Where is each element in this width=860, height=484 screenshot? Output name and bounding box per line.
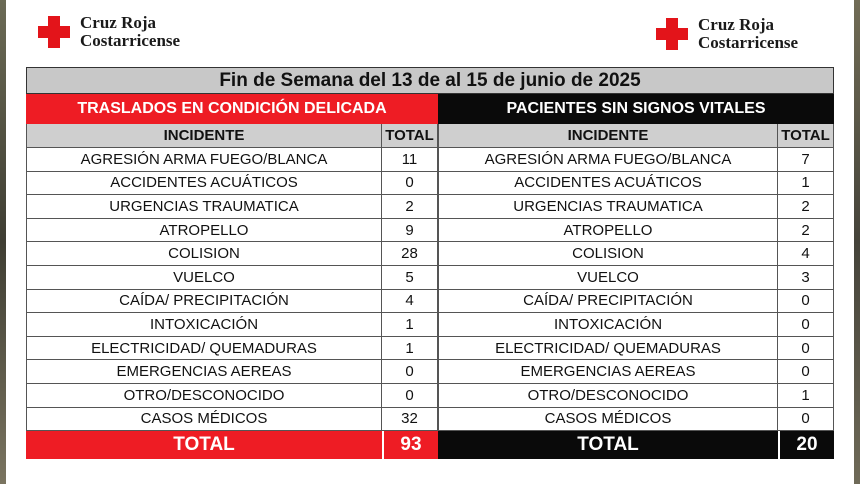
table-row [438,360,834,384]
table-row [26,195,438,219]
incident-cell: CAÍDA/ PRECIPITACIÓN [26,290,382,313]
table-traslados [26,94,438,459]
report-title: Fin de Semana del 13 de al 15 de junio de 2025 [26,67,834,94]
total-cell: 1 [778,384,834,407]
column-header-row [438,124,834,148]
table-row [26,337,438,361]
incident-cell: VUELCO [438,266,778,289]
total-cell: 1 [778,172,834,195]
total-cell: 5 [382,266,438,289]
table-row [438,148,834,172]
total-cell: 0 [382,360,438,383]
table-row [438,313,834,337]
red-cross-icon [656,18,688,50]
total-cell: 11 [382,148,438,171]
total-cell: 0 [778,313,834,336]
total-cell: 2 [778,219,834,242]
incident-cell: CASOS MÉDICOS [438,408,778,431]
total-cell: 4 [382,290,438,313]
table-sin-signos-vitales [438,94,834,459]
logo-line-2: Costarricense [698,33,799,52]
report-card [6,0,854,484]
incident-cell: CASOS MÉDICOS [26,408,382,431]
table-row [26,384,438,408]
incident-cell: ACCIDENTES ACUÁTICOS [26,172,382,195]
total-cell: 0 [778,337,834,360]
incident-cell: AGRESIÓN ARMA FUEGO/BLANCA [26,148,382,171]
total-cell: 9 [382,219,438,242]
incident-cell: ELECTRICIDAD/ QUEMADURAS [26,337,382,360]
section-heading: TRASLADOS EN CONDICIÓN DELICADA [26,94,438,124]
table-row [26,408,438,432]
grand-total-label: TOTAL [438,431,778,459]
grand-total-row [438,431,834,459]
incident-cell: AGRESIÓN ARMA FUEGO/BLANCA [438,148,778,171]
table-row [26,360,438,384]
logo-line-1: Cruz Roja [80,13,157,32]
column-header-total: TOTAL [382,124,438,147]
section-heading: PACIENTES SIN SIGNOS VITALES [438,94,834,124]
incident-cell: URGENCIAS TRAUMATICA [438,195,778,218]
logo-right [656,16,798,52]
incident-cell: EMERGENCIAS AEREAS [26,360,382,383]
grand-total-value: 20 [778,431,834,459]
table-row [438,242,834,266]
incident-cell: INTOXICACIÓN [26,313,382,336]
incident-cell: EMERGENCIAS AEREAS [438,360,778,383]
total-cell: 7 [778,148,834,171]
incident-cell: URGENCIAS TRAUMATICA [26,195,382,218]
logo-line-2: Costarricense [80,31,181,50]
total-cell: 0 [382,384,438,407]
incident-cell: CAÍDA/ PRECIPITACIÓN [438,290,778,313]
incident-cell: INTOXICACIÓN [438,313,778,336]
total-cell: 28 [382,242,438,265]
grand-total-row [26,431,438,459]
logo-line-1: Cruz Roja [698,15,775,34]
report-table [26,67,834,459]
total-cell: 1 [382,313,438,336]
total-cell: 0 [778,408,834,431]
table-row [438,219,834,243]
column-header-total: TOTAL [778,124,834,147]
incident-cell: COLISION [438,242,778,265]
total-cell: 0 [778,360,834,383]
incident-cell: OTRO/DESCONOCIDO [438,384,778,407]
total-cell: 4 [778,242,834,265]
table-row [26,219,438,243]
column-header-row [26,124,438,148]
total-cell: 2 [382,195,438,218]
red-cross-icon [38,16,70,48]
total-cell: 0 [778,290,834,313]
column-header-incident: INCIDENTE [438,124,778,147]
table-row [438,266,834,290]
table-row [438,195,834,219]
table-row [26,242,438,266]
incident-cell: ATROPELLO [438,219,778,242]
total-cell: 1 [382,337,438,360]
grand-total-value: 93 [382,431,438,459]
total-cell: 32 [382,408,438,431]
table-row [26,290,438,314]
table-row [438,408,834,432]
total-cell: 0 [382,172,438,195]
incident-cell: ACCIDENTES ACUÁTICOS [438,172,778,195]
table-row [438,337,834,361]
incident-cell: VUELCO [26,266,382,289]
table-row [438,290,834,314]
table-row [438,172,834,196]
incident-cell: ELECTRICIDAD/ QUEMADURAS [438,337,778,360]
grand-total-label: TOTAL [26,431,382,459]
table-row [26,172,438,196]
total-cell: 2 [778,195,834,218]
table-row [26,266,438,290]
incident-cell: OTRO/DESCONOCIDO [26,384,382,407]
column-header-incident: INCIDENTE [26,124,382,147]
logo-left [38,14,180,50]
table-row [26,148,438,172]
table-row [26,313,438,337]
incident-cell: COLISION [26,242,382,265]
incident-cell: ATROPELLO [26,219,382,242]
table-row [438,384,834,408]
total-cell: 3 [778,266,834,289]
